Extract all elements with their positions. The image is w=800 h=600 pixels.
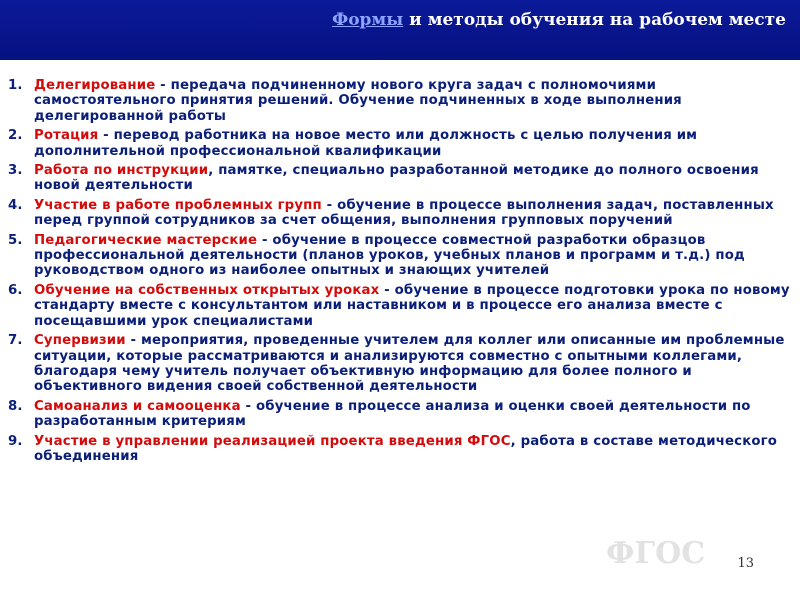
item-number: 9. xyxy=(8,433,23,449)
list-item xyxy=(8,434,792,465)
title-bar xyxy=(0,0,800,60)
item-separator: - xyxy=(125,333,141,349)
item-description: перевод работника на новое место или должность с целью получения им дополнительной профессиональной квалификации xyxy=(34,128,698,159)
item-term: Ротация xyxy=(34,128,99,144)
item-separator: - xyxy=(240,398,256,414)
item-term: Педагогические мастерские xyxy=(34,232,258,248)
item-separator: , xyxy=(510,433,521,449)
item-description: работа в составе методического объединения xyxy=(34,433,778,464)
forms-link[interactable]: Формы xyxy=(332,10,404,30)
item-term: Участие в управлении реализацией проекта введения ФГОС xyxy=(34,433,511,449)
item-description: обучение в процессе выполнения задач, поставленных перед группой сотрудников за счет общения, выполнения групповых поручений xyxy=(34,197,774,229)
item-separator: - xyxy=(321,197,338,213)
list-item xyxy=(8,333,792,395)
item-number: 5. xyxy=(8,232,23,248)
item-number: 7. xyxy=(8,333,23,349)
item-description: обучение в процессе совместной разработки образцов профессиональной деятельности (планов уроков, учебных планов и программ и т.д.) под руководством одного из наиболее опытных и знающих учителей xyxy=(34,232,745,279)
item-term: Супервизии xyxy=(34,333,126,349)
list-item xyxy=(8,78,792,124)
slide-title-text: и методы обучения на рабочем месте xyxy=(403,10,786,30)
list-item xyxy=(8,283,792,329)
item-description: обучение в процессе подготовки урока по новому стандарту вместе с консультантом или наставником и в процессе его анализа вместе с посещавшими урок специалистами xyxy=(34,282,790,329)
list-item xyxy=(8,233,792,279)
item-separator: - xyxy=(379,282,395,298)
item-term: Работа по инструкции xyxy=(34,163,209,179)
item-separator: , xyxy=(208,163,219,179)
item-number: 2. xyxy=(8,128,23,144)
item-separator: - xyxy=(155,78,171,93)
item-term: Участие в работе проблемных групп xyxy=(34,197,322,213)
item-number: 3. xyxy=(8,163,23,179)
item-separator: - xyxy=(98,128,114,144)
item-description: мероприятия, проведенные учителем для коллег или описанные им проблемные ситуации, которые рассматриваются и анализируются совместно с опытными коллегами, благодаря чему учитель получает объективную информацию для более полного и объективного видения своей собственной деятельности xyxy=(34,333,785,395)
item-number: 4. xyxy=(8,197,23,213)
item-term: Обучение на собственных открытых уроках xyxy=(34,282,380,298)
page-number: 13 xyxy=(737,556,754,571)
list-item xyxy=(8,128,792,159)
list-item xyxy=(8,198,792,229)
item-term: Делегирование xyxy=(34,78,156,93)
slide-title xyxy=(332,10,786,30)
list-item xyxy=(8,163,792,194)
item-term: Самоанализ и самооценка xyxy=(34,398,241,414)
item-description: обучение в процессе анализа и оценки своей деятельности по разработанным критериям xyxy=(34,398,751,430)
item-number: 8. xyxy=(8,398,23,414)
item-description: памятке, специально разработанной методике до полного освоения новой деятельности xyxy=(34,163,759,194)
fgos-watermark: ФГОС xyxy=(606,536,706,571)
item-number: 6. xyxy=(8,282,23,298)
methods-list xyxy=(8,78,792,468)
list-item xyxy=(8,399,792,430)
item-description: передача подчиненному нового круга задач с полномочиями самостоятельного принятия решений. Обучение подчиненных в ходе выполнения делегированной работы xyxy=(34,78,682,124)
item-separator: - xyxy=(257,232,273,248)
item-number: 1. xyxy=(8,78,23,93)
